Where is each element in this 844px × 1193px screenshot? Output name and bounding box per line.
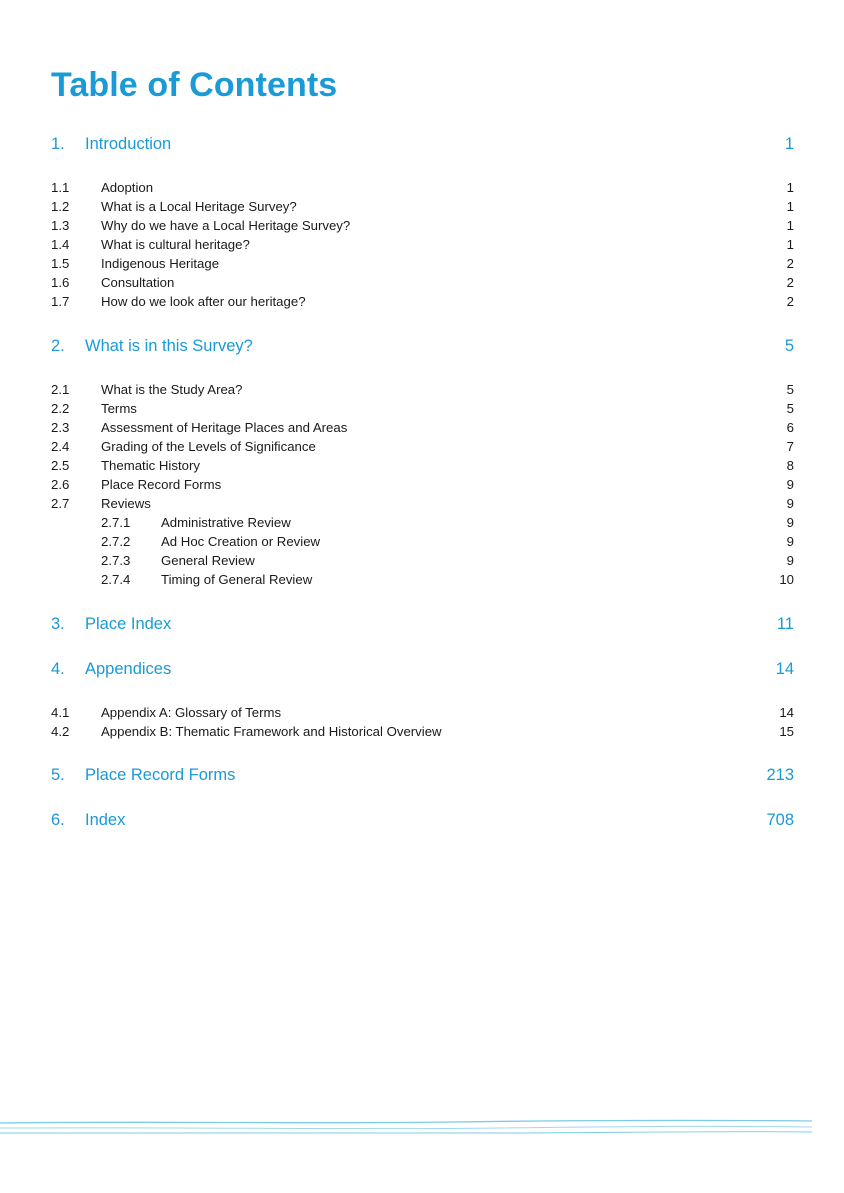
page-number: 1 [786,180,794,195]
page-number: 708 [766,811,794,829]
toc-entry[interactable] [51,292,794,311]
section-title: Appendix A: Glossary of Terms [101,705,282,720]
page-number: 5 [786,401,794,416]
section-title: Grading of the Levels of Significance [101,439,316,454]
toc-entry[interactable] [51,456,794,475]
section-number: 1.6 [51,275,70,290]
toc-entry[interactable] [51,399,794,418]
section-title: Appendix B: Thematic Framework and Historical Overview [101,724,442,739]
section-number: 1.1 [51,180,70,195]
toc-entry[interactable] [51,273,794,292]
page-number: 9 [786,534,794,549]
page-number: 15 [779,724,794,739]
subsection-title: Ad Hoc Creation or Review [161,534,321,549]
section-title: Consultation [101,275,175,290]
page-number: 14 [775,660,794,678]
section-title: Indigenous Heritage [101,256,220,271]
toc-entry[interactable] [51,380,794,399]
wave-line [0,1126,812,1128]
page-number: 7 [786,439,794,454]
toc-entry[interactable] [51,437,794,456]
section-number: 1.3 [51,218,70,233]
page-number: 1 [784,135,794,153]
page-number: 5 [784,337,794,355]
page-number: 1 [786,218,794,233]
section-number: 1.2 [51,199,70,214]
chapter-number: 6. [51,811,65,829]
chapter-number: 4. [51,660,65,678]
chapter-title: Appendices [85,660,172,678]
section-number: 2.1 [51,382,70,397]
toc-entry[interactable] [51,254,794,273]
chapter-number: 3. [51,615,65,633]
section-title: What is cultural heritage? [101,237,250,252]
section-title: Adoption [101,180,154,195]
page-number: 1 [786,199,794,214]
page-number: 2 [786,275,794,290]
section-title: How do we look after our heritage? [101,294,306,309]
section-title: What is the Study Area? [101,382,243,397]
page-number: 6 [786,420,794,435]
subsection-number: 2.7.4 [101,572,131,587]
toc-subentry[interactable] [51,570,794,589]
section-number: 4.2 [51,724,70,739]
section-number: 2.2 [51,401,70,416]
section-number: 1.5 [51,256,70,271]
subsection-number: 2.7.1 [101,515,131,530]
wave-line [0,1120,812,1123]
toc-entry[interactable] [51,494,794,513]
section-number: 2.7 [51,496,70,511]
page-number: 9 [786,496,794,511]
section-title: What is a Local Heritage Survey? [101,199,297,214]
toc-entry[interactable] [51,197,794,216]
section-number: 1.7 [51,294,70,309]
section-title: Place Record Forms [101,477,222,492]
toc-entry[interactable] [51,703,794,722]
subsection-number: 2.7.2 [101,534,131,549]
toc-subentry[interactable] [51,532,794,551]
section-title: Thematic History [101,458,200,473]
toc-chapter-appendices[interactable] [51,658,794,680]
section-number: 2.4 [51,439,70,454]
footer-wave-decoration [0,1110,844,1150]
page-number: 8 [786,458,794,473]
chapter-title: Introduction [85,135,172,153]
page-number: 9 [786,515,794,530]
subsection-title: General Review [161,553,255,568]
section-number: 1.4 [51,237,70,252]
toc-chapter-place-record-forms[interactable] [51,764,794,786]
wave-line [0,1132,812,1134]
page-number: 11 [776,615,794,633]
section-title: Why do we have a Local Heritage Survey? [101,218,351,233]
toc-chapter-index[interactable] [51,809,794,831]
subsection-number: 2.7.3 [101,553,131,568]
page-number: 14 [779,705,794,720]
section-title: Terms [101,401,137,416]
subsection-title: Timing of General Review [161,572,313,587]
page-number: 9 [786,553,794,568]
page-number: 2 [786,256,794,271]
toc-entry[interactable] [51,235,794,254]
toc-chapter-introduction[interactable] [51,133,794,155]
toc-subentry[interactable] [51,551,794,570]
toc-chapter-place-index[interactable] [51,613,794,635]
page-number: 1 [786,237,794,252]
section-number: 2.6 [51,477,70,492]
toc-entry[interactable] [51,216,794,235]
chapter-title: Place Record Forms [85,766,236,784]
page-number: 10 [779,572,794,587]
toc-entry[interactable] [51,722,794,741]
chapter-number: 5. [51,766,65,784]
section-title: Assessment of Heritage Places and Areas [101,420,348,435]
chapter-title: What is in this Survey? [85,337,253,355]
page-number: 213 [766,766,794,784]
page-number: 5 [786,382,794,397]
chapter-title: Index [85,811,126,829]
toc-subentry[interactable] [51,513,794,532]
section-title: Reviews [101,496,151,511]
section-number: 2.5 [51,458,70,473]
subsection-title: Administrative Review [161,515,291,530]
page-number: 9 [786,477,794,492]
chapter-number: 1. [51,135,65,153]
section-number: 4.1 [51,705,70,720]
page-number: 2 [786,294,794,309]
toc-entry[interactable] [51,475,794,494]
toc-chapter-survey[interactable] [51,335,794,357]
chapter-title: Place Index [85,615,172,633]
section-number: 2.3 [51,420,70,435]
page-title: Table of Contents [51,66,338,104]
toc-entry[interactable] [51,178,794,197]
chapter-number: 2. [51,337,65,355]
toc-entry[interactable] [51,418,794,437]
